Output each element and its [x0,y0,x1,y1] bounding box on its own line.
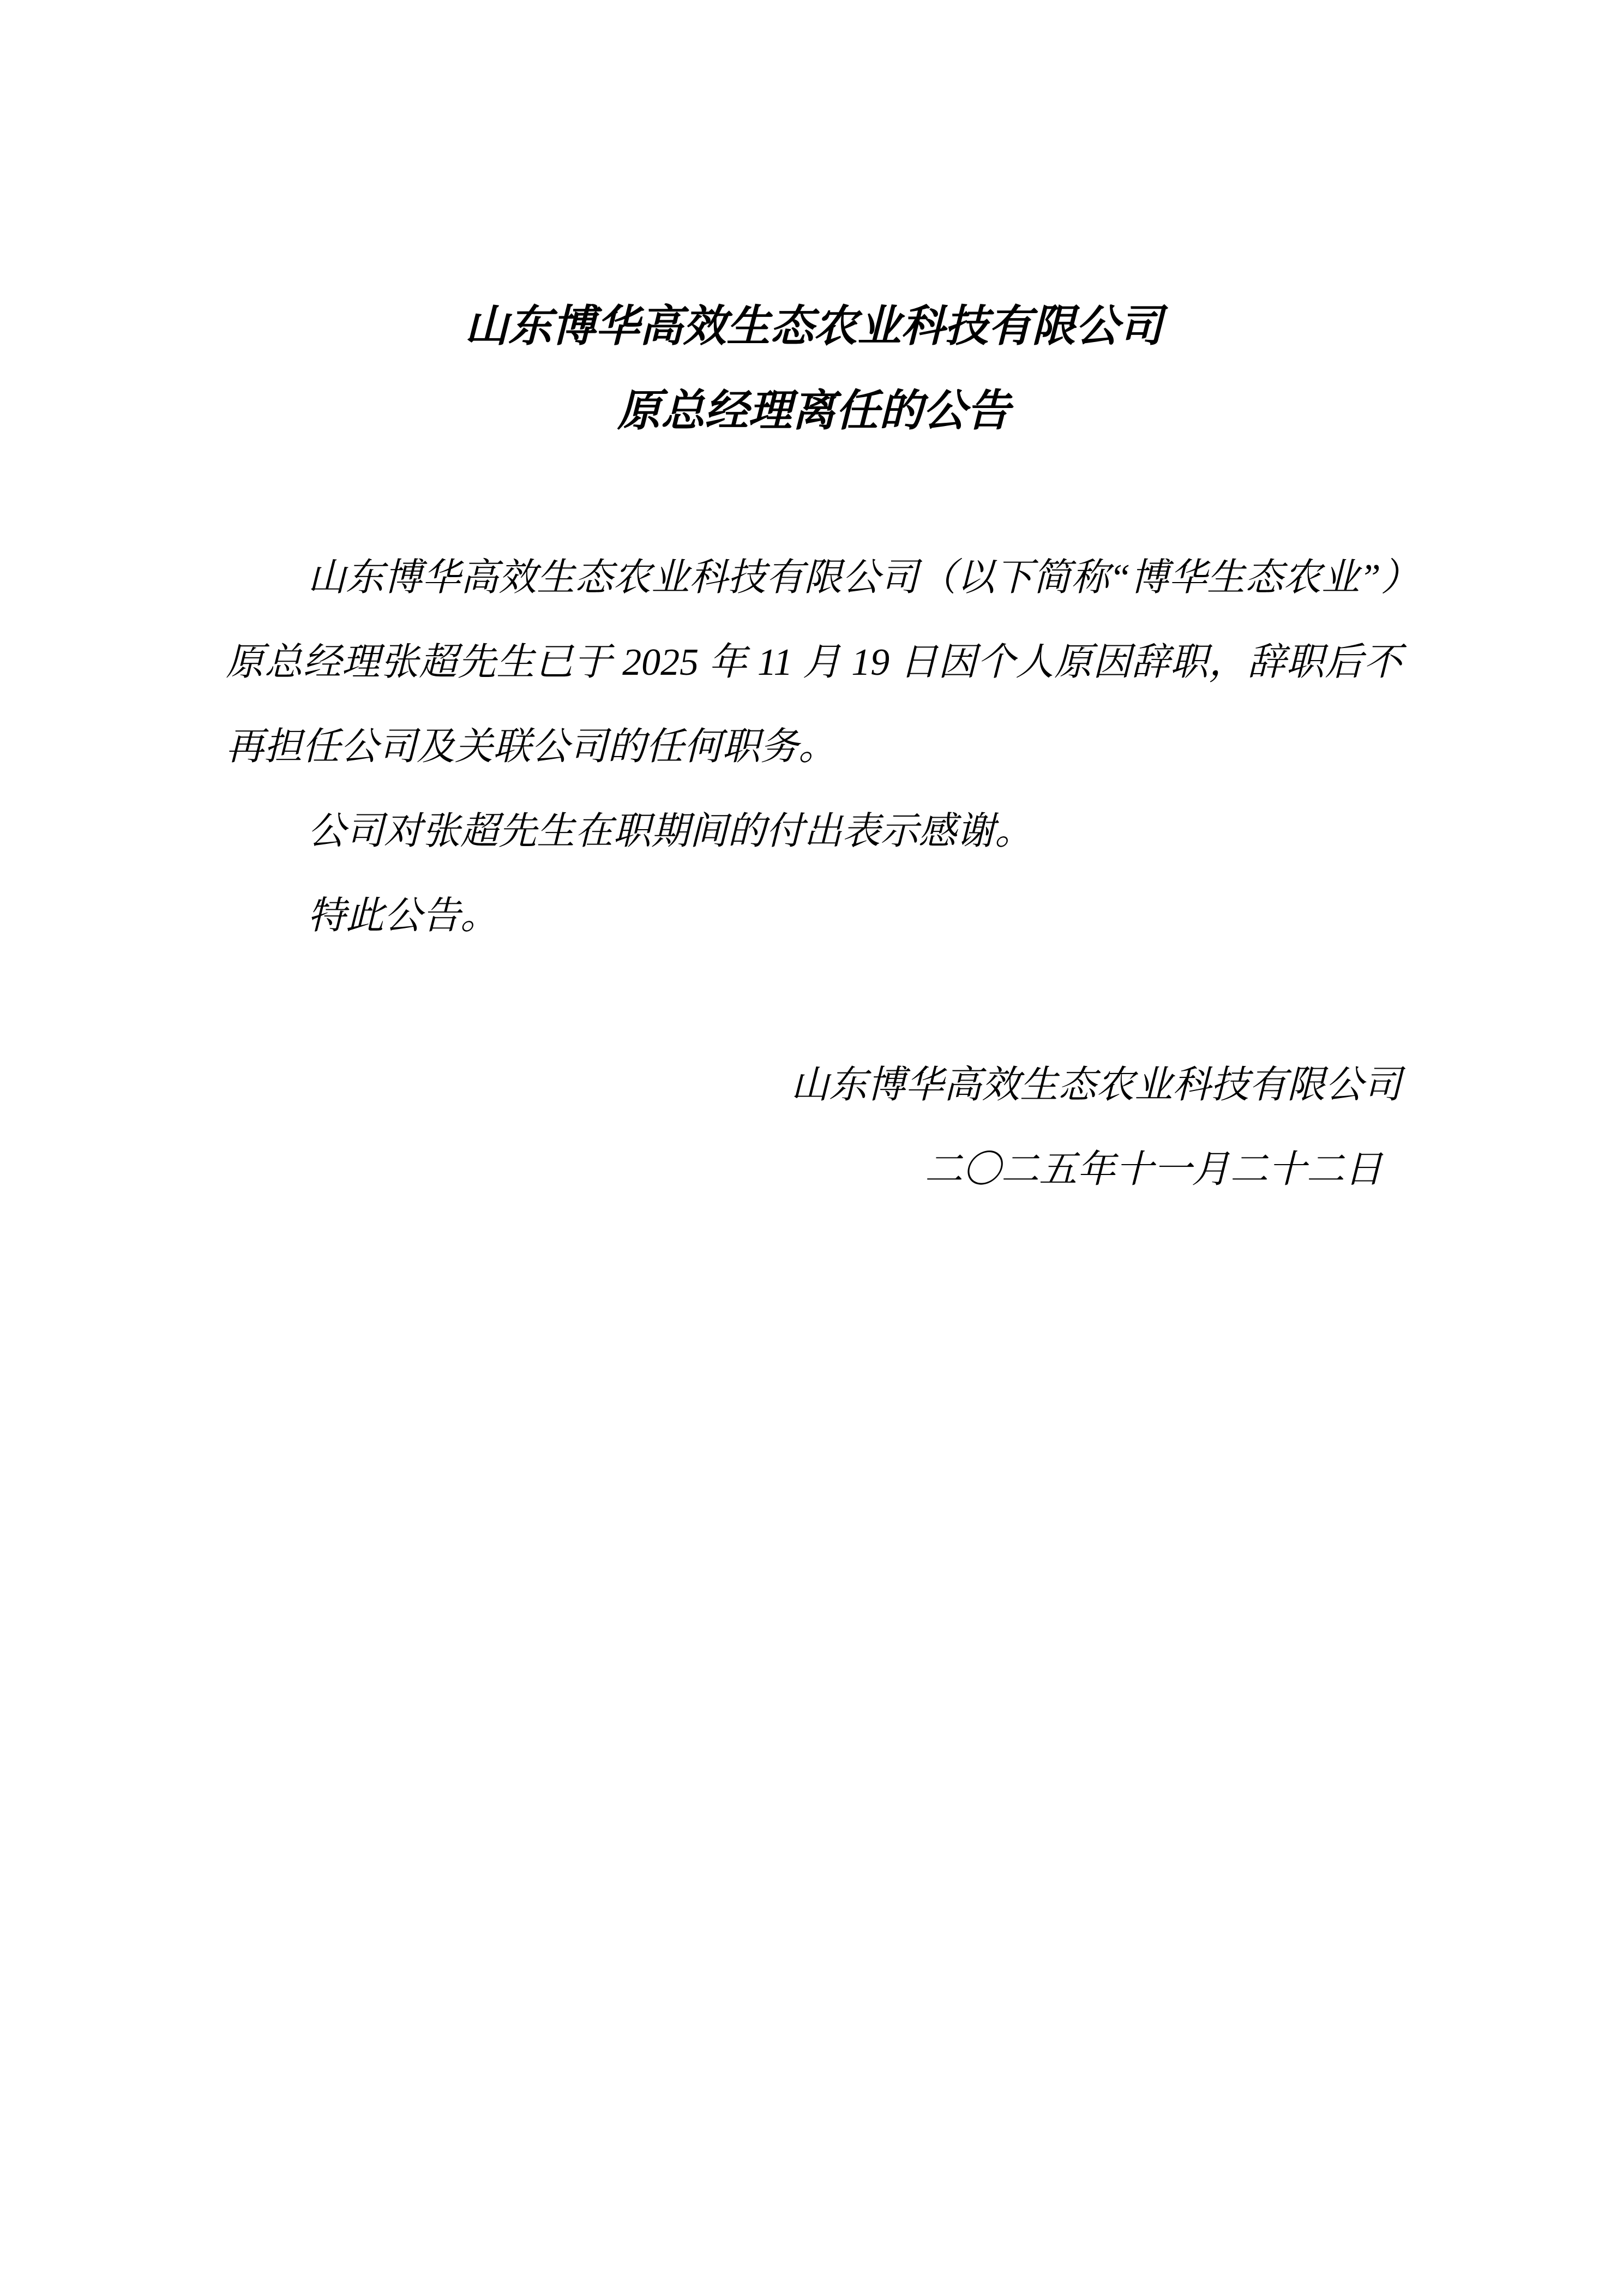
paragraph-thanks: 公司对张超先生在职期间的付出表示感谢。 [308,811,1033,853]
signature-date: 二〇二五年十一月二十二日 [924,1149,1382,1191]
document-body [226,536,1419,958]
paragraph-1-line-1: 山东博华高效生态农业科技有限公司（以下简称“博华生态农业”） [308,557,1419,599]
signature-block [226,1043,1402,1212]
paragraph-closing: 特此公告。 [308,895,498,937]
document-title-company-line: 山东博华高效生态农业科技有限公司 [465,303,1163,351]
paragraph-1-line-2: 原总经理张超先生已于 2025 年 11 月 19 日因个人原因辞职，辞职后不 [226,642,1402,684]
document-title-announcement-line: 原总经理离任的公告 [617,387,1010,435]
paragraph-1-line-3: 再担任公司及关联公司的任何职务。 [226,726,837,768]
signature-company-name: 山东博华高效生态农业科技有限公司 [791,1064,1402,1106]
